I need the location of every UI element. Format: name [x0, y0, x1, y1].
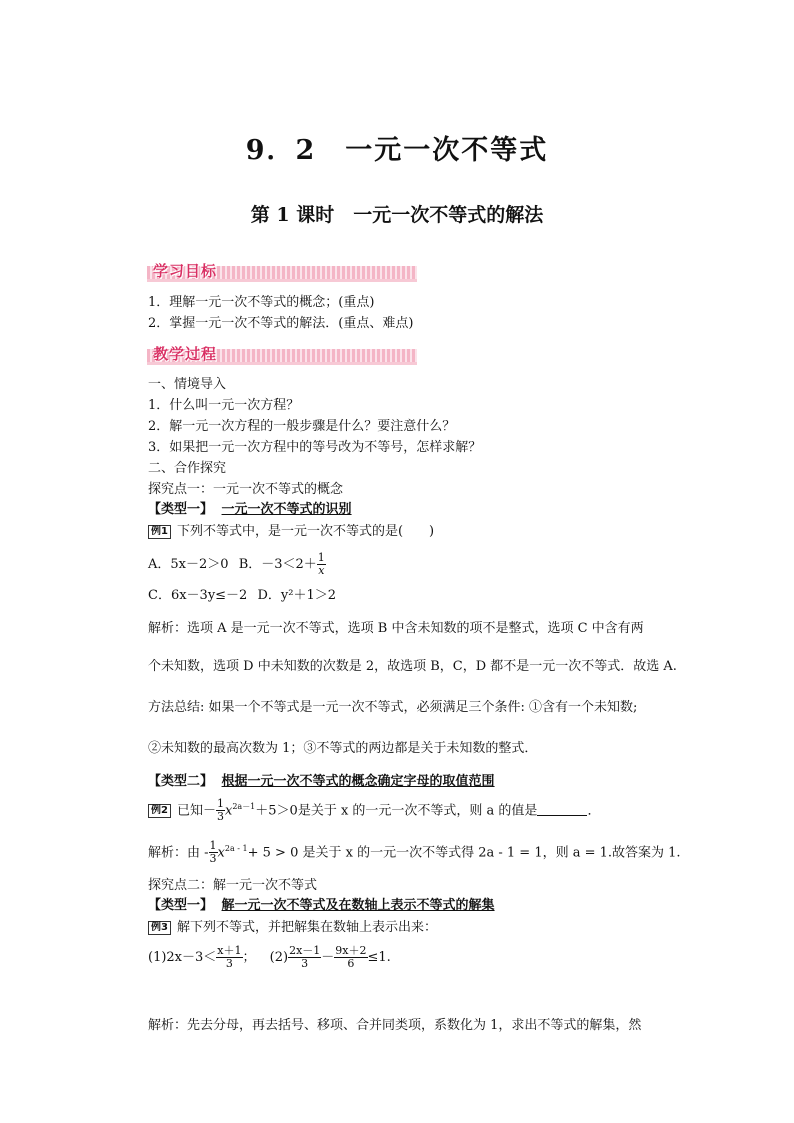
type-title: 一元一次不等式的识别 — [221, 502, 352, 517]
section-heading: 二、合作探究 — [148, 461, 227, 476]
type-label: 【类型二】 — [148, 774, 214, 789]
option-c: C．6x－3y≤－2 — [148, 588, 248, 603]
example-3-parts: (1)2x－3＜ $\frac{x+1}{3}$ ； (2) $\frac{2x-1}{3}$ － $\frac{9x+2}{6}$ ≤1. — [148, 944, 391, 970]
method-summary: 方法总结: 如果一个不等式是一元一次不等式，必须满足三个条件: ①含有一个未知数; — [148, 700, 638, 715]
example-variable: x — [224, 803, 233, 819]
example-1 — [148, 523, 434, 541]
type-label: 【类型一】 — [148, 502, 214, 517]
lesson-subtitle: 第 1 课时 一元一次不等式的解法 — [250, 204, 544, 226]
example-text: ＋5＞0是关于 x 的一元一次不等式，则 a 的值是 — [255, 803, 538, 819]
type-label: 【类型一】 — [148, 898, 214, 913]
part-1-fraction: $\frac{x+1}{3}$ — [217, 944, 242, 970]
type-title: 根据一元一次不等式的概念确定字母的取值范围 — [221, 774, 495, 789]
example-badge: 例3 — [148, 921, 171, 935]
goal-item: 2．掌握一元一次不等式的解法．(重点、难点) — [148, 316, 414, 331]
analysis-fraction: $\frac{1}{3}$ — [209, 839, 217, 866]
type-heading — [148, 501, 352, 519]
type-title: 解一元一次不等式及在数轴上表示不等式的解集 — [221, 898, 495, 913]
analysis-text: 解析：由 - $\frac{1}{3}$ $x^{2a - 1}+ 5 > 0$ 是关于 x 的一元一次不等式得 2a - 1 = 1，则 a = 1.故答案为 1. — [148, 839, 681, 866]
part-1: (1)2x－3＜ — [148, 950, 217, 965]
answer-blank[interactable] — [537, 803, 587, 816]
example-badge: 例2 — [148, 804, 171, 818]
question-item: 3．如果把一元一次方程中的等号改为不等号，怎样求解？ — [148, 440, 482, 455]
part-2: (2) — [269, 950, 289, 965]
example-text: 已知－ — [176, 803, 216, 819]
section-heading: 一、情境导入 — [148, 377, 227, 392]
explore-point-2: 探究点二：解一元一次不等式 — [148, 878, 318, 893]
option-b: B．－3＜2＋ — [238, 557, 317, 572]
question-item: 2．解一元一次方程的一般步骤是什么？要注意什么？ — [148, 419, 456, 434]
method-summary: ②未知数的最高次数为 1；③不等式的两边都是关于未知数的整式． — [148, 741, 538, 756]
banner-label: 学习目标 — [153, 262, 218, 280]
example-text: 解下列不等式，并把解集在数轴上表示出来： — [176, 920, 437, 935]
part-2-fraction-2: $\frac{9x+2}{6}$ — [335, 944, 367, 970]
example-badge: 例1 — [148, 525, 171, 539]
banner-label: 教学过程 — [153, 345, 218, 363]
question-item: 1．什么叫一元一次方程？ — [148, 398, 300, 413]
banner-learning-goals — [147, 262, 417, 282]
option-a: A．5x－2＞0 — [148, 557, 229, 572]
banner-teaching-process — [147, 345, 417, 365]
type-heading — [148, 897, 495, 915]
option-b-fraction: $\frac{1}{x}$ — [317, 551, 325, 577]
example-fraction: $\frac{1}{3}$ — [216, 797, 224, 824]
analysis-text: 解析：选项 A 是一元一次不等式，选项 B 中含未知数的项不是整式，选项 C 中含有两 — [148, 621, 644, 636]
example-end: ． — [587, 803, 601, 819]
analysis-text: 个未知数，选项 D 中未知数的次数是 2，故选项 B，C，D 都不是一元一次不等式．故选 A. — [148, 659, 677, 674]
example-text: 下列不等式中，是一元一次不等式的是( ) — [176, 524, 435, 539]
options-row — [148, 587, 336, 605]
page-title: 9．2 一元一次不等式 — [245, 135, 549, 166]
option-d: D．y²＋1＞2 — [257, 588, 337, 603]
explore-point-1: 探究点一：一元一次不等式的概念 — [148, 482, 344, 497]
goal-item: 1．理解一元一次不等式的概念；(重点) — [148, 295, 375, 310]
part-2-fraction-1: $\frac{2x-1}{3}$ — [289, 944, 321, 970]
type-heading — [148, 773, 495, 791]
analysis-text: 解析：先去分母，再去括号、移项、合并同类项，系数化为 1，求出不等式的解集，然 — [148, 1018, 642, 1033]
example-3 — [148, 919, 437, 937]
example-exponent: 2a－1 — [232, 802, 256, 811]
example-2 — [148, 798, 600, 823]
options-row — [148, 552, 326, 577]
